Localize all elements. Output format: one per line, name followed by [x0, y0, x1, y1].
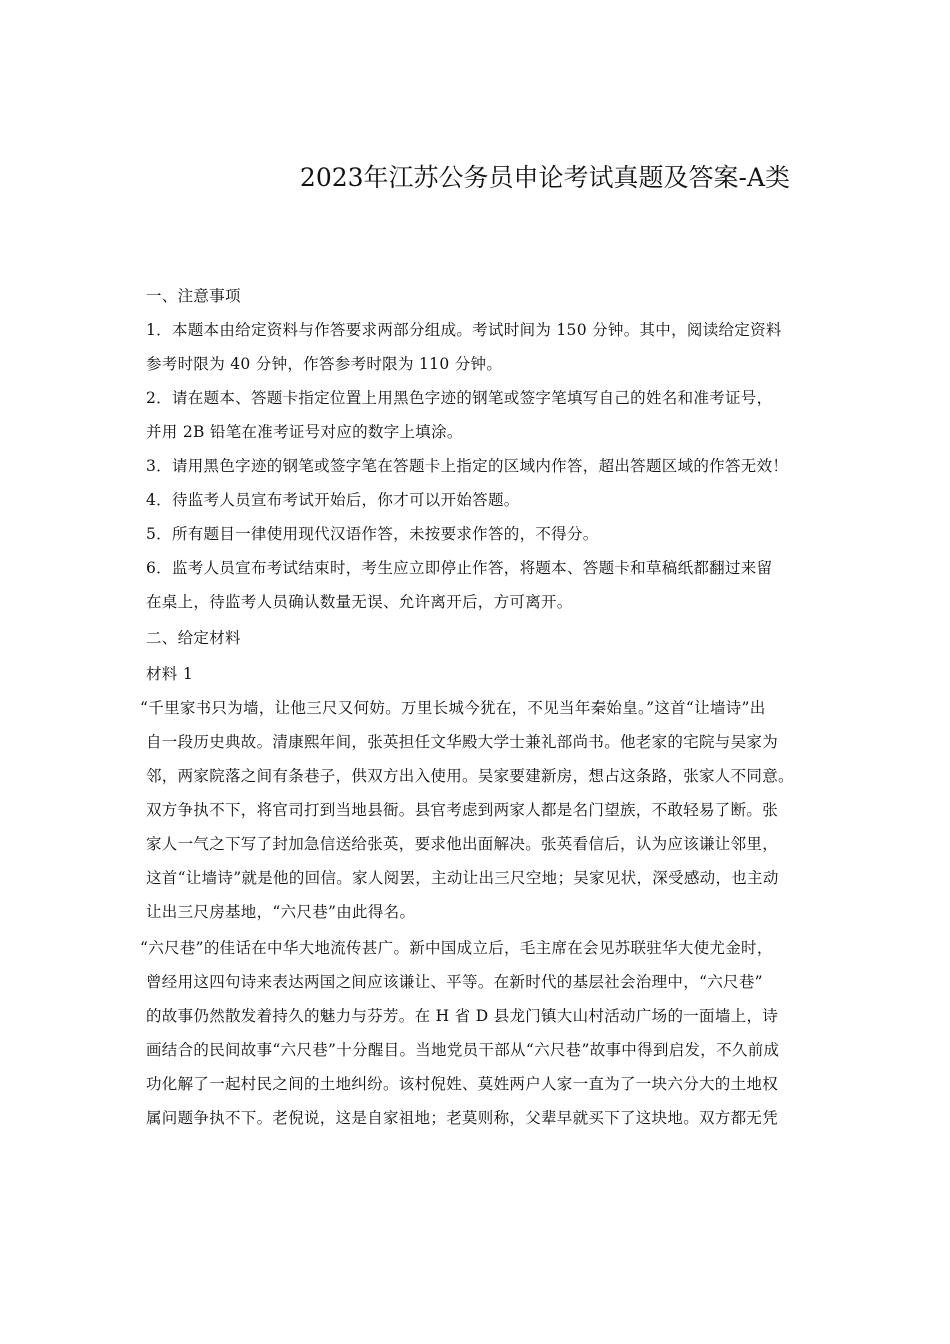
- text-line: 在桌上，待监考人员确认数量无误、允许离开后，方可离开。: [146, 593, 573, 611]
- text-line: 2．请在题本、答题卡指定位置上用黑色字迹的钢笔或签字笔填写自己的姓名和准考证号，: [146, 389, 773, 407]
- text-line: 双方争执不下，将官司打到当地县衙。县官考虑到两家人都是名门望族，不敢轻易了断。张: [146, 801, 779, 819]
- text-line: 这首“让墙诗”就是他的回信。家人阅罢，主动让出三尺空地；吴家见状，深受感动，也主动: [146, 869, 779, 887]
- text-line: 参考时限为 40 分钟，作答参考时限为 110 分钟。: [146, 355, 503, 373]
- text-line: 功化解了一起村民之间的土地纠纷。该村倪姓、莫姓两户人家一直为了一块六分大的土地权: [146, 1075, 779, 1093]
- section-heading-materials: 二、给定材料: [146, 629, 241, 647]
- text-line: 属问题争执不下。老倪说，这是自家祖地；老莫则称，父辈早就买下了这块地。双方都无凭: [146, 1109, 779, 1127]
- text-line: “千里家书只为墙，让他三尺又何妨。万里长城今犹在，不见当年秦始皇。”这首“让墙诗”出: [140, 699, 766, 717]
- text-line: 3．请用黑色字迹的钢笔或签字笔在答题卡上指定的区域内作答，超出答题区域的作答无效！: [146, 457, 789, 475]
- text-line: 4．待监考人员宣布考试开始后，你才可以开始答题。: [146, 491, 520, 509]
- material-label: 材料 1: [146, 665, 193, 683]
- text-line: 5．所有题目一律使用现代汉语作答，未按要求作答的，不得分。: [146, 525, 599, 543]
- text-line: 让出三尺房基地，“六尺巷”由此得名。: [146, 903, 416, 921]
- text-line: 1．本题本由给定资料与作答要求两部分组成。考试时间为 150 分钟。其中，阅读给定资料: [146, 321, 782, 339]
- text-line: 的故事仍然散发着持久的魅力与芬芳。在 H 省 D 县龙门镇大山村活动广场的一面墙上，诗: [146, 1007, 779, 1025]
- text-line: 邻，两家院落之间有条巷子，供双方出入使用。吴家要建新房，想占这条路，张家人不同意。: [146, 767, 794, 785]
- text-line: 曾经用这四句诗来表达两国之间应该谦让、平等。在新时代的基层社会治理中，“六尺巷”: [146, 973, 763, 991]
- text-line: 自一段历史典故。清康熙年间，张英担任文华殿大学士兼礼部尚书。他老家的宅院与吴家为: [146, 733, 779, 751]
- text-line: 6．监考人员宣布考试结束时，考生应立即停止作答，将题本、答题卡和草稿纸都翻过来留: [146, 559, 773, 577]
- section-heading-notes: 一、注意事项: [146, 287, 241, 305]
- text-line: 画结合的民间故事“六尺巷”十分醒目。当地党员干部从“六尺巷”故事中得到启发，不久前成: [146, 1041, 780, 1059]
- text-line: 并用 2B 铅笔在准考证号对应的数字上填涂。: [146, 423, 463, 441]
- text-line: 家人一气之下写了封加急信送给张英，要求他出面解决。张英看信后，认为应该谦让邻里，: [146, 835, 779, 853]
- text-line: “六尺巷”的佳话在中华大地流传甚广。新中国成立后，毛主席在会见苏联驻华大使尤金时，: [140, 939, 773, 957]
- document-title: 2023年江苏公务员申论考试真题及答案-A类: [299, 163, 791, 192]
